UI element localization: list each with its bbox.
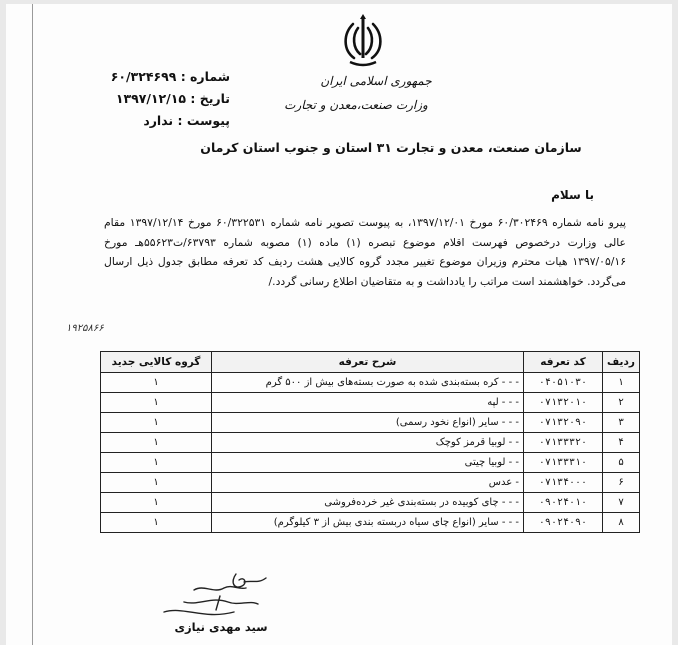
iran-emblem-icon — [336, 12, 390, 70]
letter-date-label: تاریخ : — [190, 91, 230, 106]
new-group: ۱ — [101, 473, 212, 493]
letter-number-row — [80, 66, 230, 88]
tariff-description: - - - سایر (انواع چای سیاه دربسته بندی بیش از ۳ کیلوگرم) — [212, 513, 524, 533]
col-header-new-group: گروه کالایی جدید — [101, 352, 212, 373]
tariff-code: ۰۹۰۲۴۰۹۰ — [524, 513, 603, 533]
row-number: ۵ — [603, 453, 640, 473]
tariff-code: ۰۴۰۵۱۰۳۰ — [524, 373, 603, 393]
row-number: ۲ — [603, 393, 640, 413]
table-row — [101, 433, 640, 453]
table-row — [101, 513, 640, 533]
letter-number-label: شماره : — [180, 69, 230, 84]
letter-date-value: ۱۳۹۷/۱۲/۱۵ — [115, 91, 186, 106]
tariff-code: ۰۷۱۳۴۰۰۰ — [524, 473, 603, 493]
letter-page — [6, 4, 672, 645]
tariff-description: - عدس — [212, 473, 524, 493]
scan-edge-line — [32, 4, 33, 645]
tariff-code: ۰۹۰۲۴۰۱۰ — [524, 493, 603, 513]
signer-name: سید مهدی نیازی — [174, 620, 268, 634]
new-group: ۱ — [101, 433, 212, 453]
new-group: ۱ — [101, 513, 212, 533]
greeting: با سلام — [551, 188, 594, 202]
tariff-code: ۰۷۱۳۲۰۱۰ — [524, 393, 603, 413]
row-number: ۴ — [603, 433, 640, 453]
tariff-code: ۰۷۱۳۳۳۱۰ — [524, 453, 603, 473]
new-group: ۱ — [101, 453, 212, 473]
tariff-description: - - - کره بسته‌بندی شده به صورت بسته‌های بیش از ۵۰۰ گرم — [212, 373, 524, 393]
row-number: ۶ — [603, 473, 640, 493]
tariff-code: ۰۷۱۳۳۳۲۰ — [524, 433, 603, 453]
tariff-description: - - لوبیا قرمز کوچک — [212, 433, 524, 453]
table-row — [101, 393, 640, 413]
letter-body: پیرو نامه شماره ۶۰/۳۰۲۴۶۹ مورخ ۱۳۹۷/۱۲/۰۱، به پیوست تصویر نامه شماره ۶۰/۳۲۲۵۳۱ مورخ ۱۳۹۷/۱۲/۱۴ مقام عالی وزارت درخصوص فهرست اقلام موضوع تبصره (۱) ماده (۱) مصوبه شماره ۶۳۷۹۳/ت۵۵۶۲۳هـ مورخ ۱۳۹۷/۰۵/۱۶ هیات محترم وزیران موضوع تغییر مجدد گروه کالایی هشت ردیف کد تعرفه مطابق جدول ذیل ارسال می‌گردد. خواهشمند است مراتب را یادداشت و به متقاضیان اطلاع رسانی گردد./ — [104, 216, 626, 288]
republic-heading: جمهوری اسلامی ایران — [320, 74, 432, 88]
col-header-description: شرح تعرفه — [212, 352, 524, 373]
organization-heading: سازمان صنعت، معدن و تجارت ۳۱ استان و جنوب استان کرمان — [200, 140, 582, 155]
row-number: ۳ — [603, 413, 640, 433]
new-group: ۱ — [101, 393, 212, 413]
new-group: ۱ — [101, 413, 212, 433]
new-group: ۱ — [101, 493, 212, 513]
table-header-row — [101, 352, 640, 373]
table-row — [101, 493, 640, 513]
table-row — [101, 453, 640, 473]
tariff-description: - - - چای کوبیده در بسته‌بندی غیر خرده‌فروشی — [212, 493, 524, 513]
row-number: ۸ — [603, 513, 640, 533]
attachment-value: ندارد — [143, 113, 174, 128]
handwritten-reference: ۱۹۲۵۸۶۶ — [66, 323, 104, 334]
table-row — [101, 373, 640, 393]
attachment-label: پیوست : — [177, 113, 230, 128]
tariff-code: ۰۷۱۳۲۰۹۰ — [524, 413, 603, 433]
tariff-description: - - - لپه — [212, 393, 524, 413]
tariff-description: - - لوبیا چیتی — [212, 453, 524, 473]
tariff-table — [100, 351, 640, 533]
col-header-row-number: ردیف — [603, 352, 640, 373]
ministry-heading: وزارت صنعت،معدن و تجارت — [284, 98, 428, 112]
tariff-description: - - - سایر (انواع نخود رسمی) — [212, 413, 524, 433]
row-number: ۷ — [603, 493, 640, 513]
col-header-tariff-code: کد تعرفه — [524, 352, 603, 373]
letter-attachment-row — [80, 110, 230, 132]
table-row — [101, 473, 640, 493]
row-number: ۱ — [603, 373, 640, 393]
letter-number-value: ۶۰/۳۲۴۶۹۹ — [110, 69, 177, 84]
new-group: ۱ — [101, 373, 212, 393]
table-row — [101, 413, 640, 433]
